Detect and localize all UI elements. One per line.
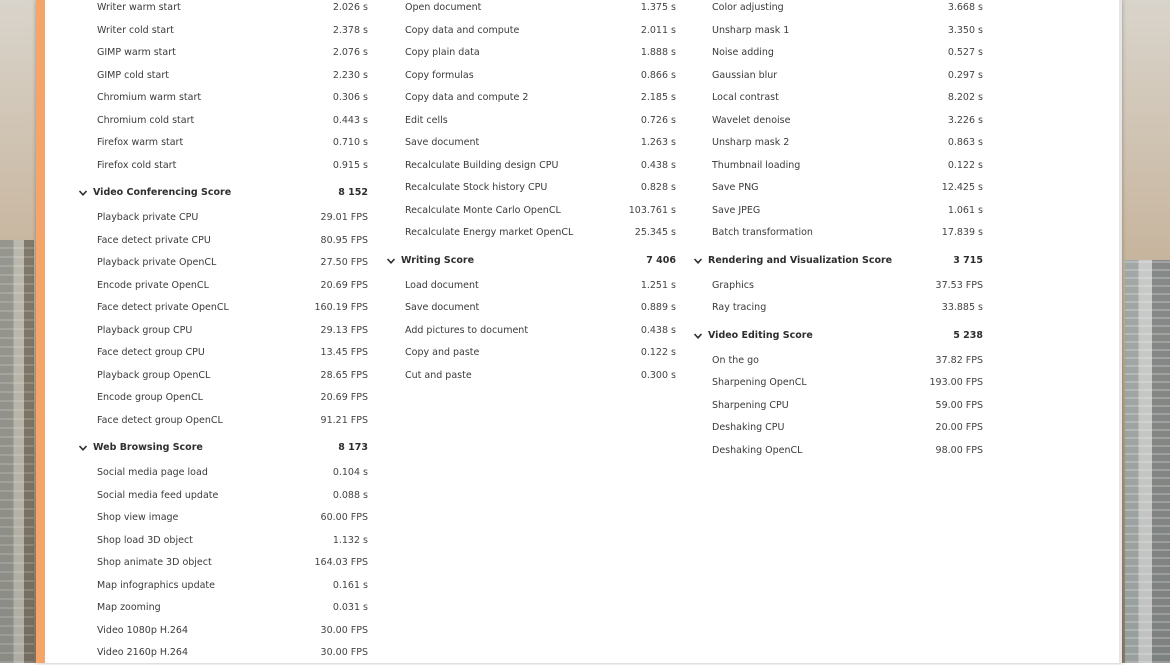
- result-value: 12.425 s: [941, 182, 983, 193]
- score-group-header[interactable]: [77, 434, 372, 462]
- result-label: Recalculate Monte Carlo OpenCL: [405, 204, 561, 216]
- score-group-title: Writing Score: [401, 254, 475, 266]
- result-row: [77, 87, 372, 110]
- result-value: 0.088 s: [332, 489, 368, 501]
- result-label: Face detect private CPU: [97, 234, 211, 246]
- result-label: Noise adding: [712, 47, 774, 58]
- results-column-1: [77, 0, 372, 665]
- result-row: [692, 177, 987, 200]
- result-row: [77, 275, 372, 298]
- result-row: [77, 462, 372, 485]
- result-row: [77, 530, 372, 553]
- result-value: 0.104 s: [332, 467, 368, 478]
- result-row: [692, 132, 987, 155]
- result-label: Social media page load: [97, 467, 208, 478]
- result-row: [385, 297, 680, 320]
- score-group-value: 5 238: [953, 329, 983, 341]
- result-label: Edit cells: [405, 114, 448, 126]
- result-row: [77, 365, 372, 388]
- wallpaper-skyline-left: [0, 240, 34, 663]
- result-value: 33.885 s: [941, 302, 983, 313]
- result-value: 0.297 s: [947, 69, 983, 81]
- result-row: [77, 410, 372, 433]
- result-value: 3.350 s: [947, 24, 983, 36]
- result-row: [77, 230, 372, 253]
- score-group-title: Web Browsing Score: [93, 442, 203, 453]
- result-label: Map zooming: [97, 602, 161, 613]
- window-scroll-edge: [1119, 0, 1122, 663]
- result-row: [692, 372, 987, 395]
- results-column-3: [692, 0, 987, 462]
- result-row: [692, 417, 987, 440]
- chevron-down-icon[interactable]: [386, 256, 396, 266]
- result-value: 29.01 FPS: [320, 212, 368, 223]
- result-row: [77, 155, 372, 178]
- result-row: [692, 110, 987, 133]
- result-value: 2.011 s: [640, 24, 676, 36]
- score-group-value: 3 715: [953, 254, 983, 266]
- result-label: Face detect group OpenCL: [97, 414, 223, 426]
- result-value: 28.65 FPS: [320, 369, 368, 381]
- result-label: Writer cold start: [97, 24, 174, 36]
- result-label: Encode private OpenCL: [97, 279, 209, 291]
- score-group-title: Video Conferencing Score: [93, 187, 232, 198]
- result-row: [77, 507, 372, 530]
- result-row: [385, 275, 680, 298]
- result-label: GIMP cold start: [97, 69, 169, 81]
- result-row: [77, 252, 372, 275]
- result-label: Face detect private OpenCL: [97, 302, 229, 313]
- score-group-header[interactable]: [77, 179, 372, 207]
- result-row: [77, 552, 372, 575]
- result-row: [77, 65, 372, 88]
- result-value: 2.076 s: [332, 47, 368, 58]
- result-label: Copy and paste: [405, 347, 480, 358]
- result-label: Deshaking CPU: [712, 422, 785, 433]
- result-row: [77, 0, 372, 20]
- result-value: 13.45 FPS: [320, 347, 368, 358]
- result-value: 0.031 s: [332, 602, 368, 613]
- result-row: [385, 320, 680, 343]
- result-row: [385, 222, 680, 245]
- result-label: Video 1080p H.264: [97, 624, 188, 636]
- chevron-down-icon[interactable]: [78, 443, 88, 453]
- result-label: Thumbnail loading: [712, 159, 801, 171]
- result-label: Firefox warm start: [97, 137, 184, 148]
- result-row: [385, 155, 680, 178]
- result-row: [385, 65, 680, 88]
- result-value: 0.863 s: [947, 137, 983, 148]
- result-label: Writer warm start: [97, 2, 181, 13]
- result-value: 0.122 s: [947, 159, 983, 171]
- result-value: 0.300 s: [640, 369, 676, 381]
- result-row: [385, 87, 680, 110]
- result-value: 3.668 s: [947, 2, 983, 13]
- result-value: 1.888 s: [640, 47, 676, 58]
- result-value: 29.13 FPS: [320, 324, 368, 336]
- result-label: Open document: [405, 2, 482, 13]
- score-group-value: 7 406: [646, 254, 676, 266]
- result-row: [77, 642, 372, 665]
- result-value: 2.378 s: [332, 24, 368, 36]
- result-value: 2.185 s: [640, 92, 676, 103]
- result-value: 0.866 s: [640, 69, 676, 81]
- result-value: 25.345 s: [634, 227, 676, 238]
- result-label: Firefox cold start: [97, 159, 177, 171]
- score-group-title: Rendering and Visualization Score: [708, 254, 893, 266]
- result-label: Save PNG: [712, 182, 759, 193]
- result-row: [385, 365, 680, 388]
- score-group-title: Video Editing Score: [708, 329, 813, 341]
- result-value: 8.202 s: [947, 92, 983, 103]
- result-label: Wavelet denoise: [712, 114, 791, 126]
- result-value: 0.438 s: [640, 159, 676, 171]
- result-label: Copy plain data: [405, 47, 480, 58]
- result-row: [77, 132, 372, 155]
- result-value: 0.889 s: [640, 302, 676, 313]
- result-row: [692, 0, 987, 20]
- result-value: 1.251 s: [640, 279, 676, 291]
- result-row: [77, 387, 372, 410]
- result-label: GIMP warm start: [97, 47, 176, 58]
- score-group-header[interactable]: [385, 247, 680, 275]
- result-label: Copy data and compute: [405, 24, 520, 36]
- result-label: Shop load 3D object: [97, 534, 193, 546]
- result-row: [692, 440, 987, 463]
- result-row: [77, 110, 372, 133]
- result-row: [385, 20, 680, 43]
- result-label: Chromium cold start: [97, 114, 195, 126]
- results-column-2: [385, 0, 680, 387]
- result-value: 30.00 FPS: [320, 647, 368, 658]
- result-label: Load document: [405, 279, 479, 291]
- result-label: Save document: [405, 137, 480, 148]
- result-label: Color adjusting: [712, 2, 784, 13]
- result-label: Playback private CPU: [97, 212, 199, 223]
- result-value: 0.710 s: [332, 137, 368, 148]
- result-label: Recalculate Building design CPU: [405, 159, 559, 171]
- result-label: Encode group OpenCL: [97, 392, 203, 403]
- result-label: Gaussian blur: [712, 69, 778, 81]
- result-row: [692, 200, 987, 223]
- result-value: 91.21 FPS: [320, 414, 368, 426]
- result-row: [385, 0, 680, 20]
- result-row: [692, 275, 987, 298]
- result-value: 1.375 s: [640, 2, 676, 13]
- result-row: [77, 485, 372, 508]
- wallpaper-skyline-right: [1125, 260, 1170, 663]
- result-value: 1.061 s: [947, 204, 983, 216]
- score-group-header[interactable]: [692, 322, 987, 350]
- result-row: [77, 20, 372, 43]
- accent-bar: [36, 0, 45, 663]
- result-label: Chromium warm start: [97, 92, 202, 103]
- result-value: 0.122 s: [640, 347, 676, 358]
- result-row: [77, 597, 372, 620]
- result-row: [385, 177, 680, 200]
- result-label: Sharpening CPU: [712, 399, 789, 411]
- score-group-header[interactable]: [692, 247, 987, 275]
- result-value: 59.00 FPS: [935, 399, 983, 411]
- result-label: Save document: [405, 302, 480, 313]
- result-value: 0.828 s: [640, 182, 676, 193]
- result-label: Recalculate Stock history CPU: [405, 182, 548, 193]
- result-label: Copy formulas: [405, 69, 474, 81]
- result-row: [385, 110, 680, 133]
- result-label: Shop view image: [97, 512, 179, 523]
- result-row: [77, 207, 372, 230]
- result-value: 37.53 FPS: [935, 279, 983, 291]
- result-value: 0.527 s: [947, 47, 983, 58]
- result-row: [77, 320, 372, 343]
- result-value: 3.226 s: [947, 114, 983, 126]
- result-value: 20.00 FPS: [935, 422, 983, 433]
- result-label: Cut and paste: [405, 369, 472, 381]
- result-row: [77, 575, 372, 598]
- result-row: [692, 222, 987, 245]
- result-row: [692, 65, 987, 88]
- result-value: 164.03 FPS: [314, 557, 368, 568]
- result-label: On the go: [712, 354, 759, 366]
- result-label: Sharpening OpenCL: [712, 377, 807, 388]
- result-label: Graphics: [712, 279, 754, 291]
- result-value: 0.438 s: [640, 324, 676, 336]
- chevron-down-icon[interactable]: [693, 331, 703, 341]
- chevron-down-icon[interactable]: [693, 256, 703, 266]
- result-label: Map infographics update: [97, 579, 215, 591]
- result-value: 0.306 s: [332, 92, 368, 103]
- result-row: [692, 20, 987, 43]
- result-value: 20.69 FPS: [320, 279, 368, 291]
- result-label: Playback private OpenCL: [97, 257, 217, 268]
- result-value: 2.026 s: [332, 2, 368, 13]
- result-row: [692, 87, 987, 110]
- result-value: 98.00 FPS: [935, 444, 983, 456]
- result-row: [385, 342, 680, 365]
- result-row: [77, 342, 372, 365]
- result-label: Recalculate Energy market OpenCL: [405, 227, 574, 238]
- result-label: Local contrast: [712, 92, 779, 103]
- result-label: Deshaking OpenCL: [712, 444, 803, 456]
- result-value: 20.69 FPS: [320, 392, 368, 403]
- result-value: 193.00 FPS: [929, 377, 983, 388]
- result-value: 160.19 FPS: [314, 302, 368, 313]
- result-label: Video 2160p H.264: [97, 647, 188, 658]
- score-group-value: 8 152: [338, 187, 368, 198]
- result-row: [385, 200, 680, 223]
- result-row: [692, 155, 987, 178]
- result-value: 60.00 FPS: [320, 512, 368, 523]
- result-label: Batch transformation: [712, 227, 813, 238]
- result-label: Copy data and compute 2: [405, 92, 529, 103]
- result-label: Add pictures to document: [405, 324, 529, 336]
- result-label: Social media feed update: [97, 489, 219, 501]
- result-value: 0.726 s: [640, 114, 676, 126]
- result-row: [77, 620, 372, 643]
- result-value: 80.95 FPS: [320, 234, 368, 246]
- result-label: Ray tracing: [712, 302, 767, 313]
- result-row: [692, 297, 987, 320]
- result-label: Face detect group CPU: [97, 347, 205, 358]
- result-value: 0.915 s: [332, 159, 368, 171]
- result-row: [692, 395, 987, 418]
- result-value: 17.839 s: [941, 227, 983, 238]
- result-value: 2.230 s: [332, 69, 368, 81]
- result-label: Shop animate 3D object: [97, 557, 212, 568]
- chevron-down-icon[interactable]: [78, 188, 88, 198]
- result-value: 0.161 s: [332, 579, 368, 591]
- result-value: 0.443 s: [332, 114, 368, 126]
- result-label: Playback group CPU: [97, 324, 193, 336]
- result-row: [692, 42, 987, 65]
- result-row: [77, 42, 372, 65]
- result-value: 30.00 FPS: [320, 624, 368, 636]
- result-value: 103.761 s: [628, 204, 676, 216]
- result-label: Playback group OpenCL: [97, 369, 211, 381]
- result-row: [385, 42, 680, 65]
- result-label: Unsharp mask 1: [712, 24, 790, 36]
- score-group-value: 8 173: [338, 442, 368, 453]
- result-value: 37.82 FPS: [935, 354, 983, 366]
- result-value: 27.50 FPS: [320, 257, 368, 268]
- result-label: Save JPEG: [712, 204, 761, 216]
- result-row: [385, 132, 680, 155]
- result-label: Unsharp mask 2: [712, 137, 790, 148]
- result-row: [692, 350, 987, 373]
- result-row: [77, 297, 372, 320]
- result-value: 1.263 s: [640, 137, 676, 148]
- result-value: 1.132 s: [332, 534, 368, 546]
